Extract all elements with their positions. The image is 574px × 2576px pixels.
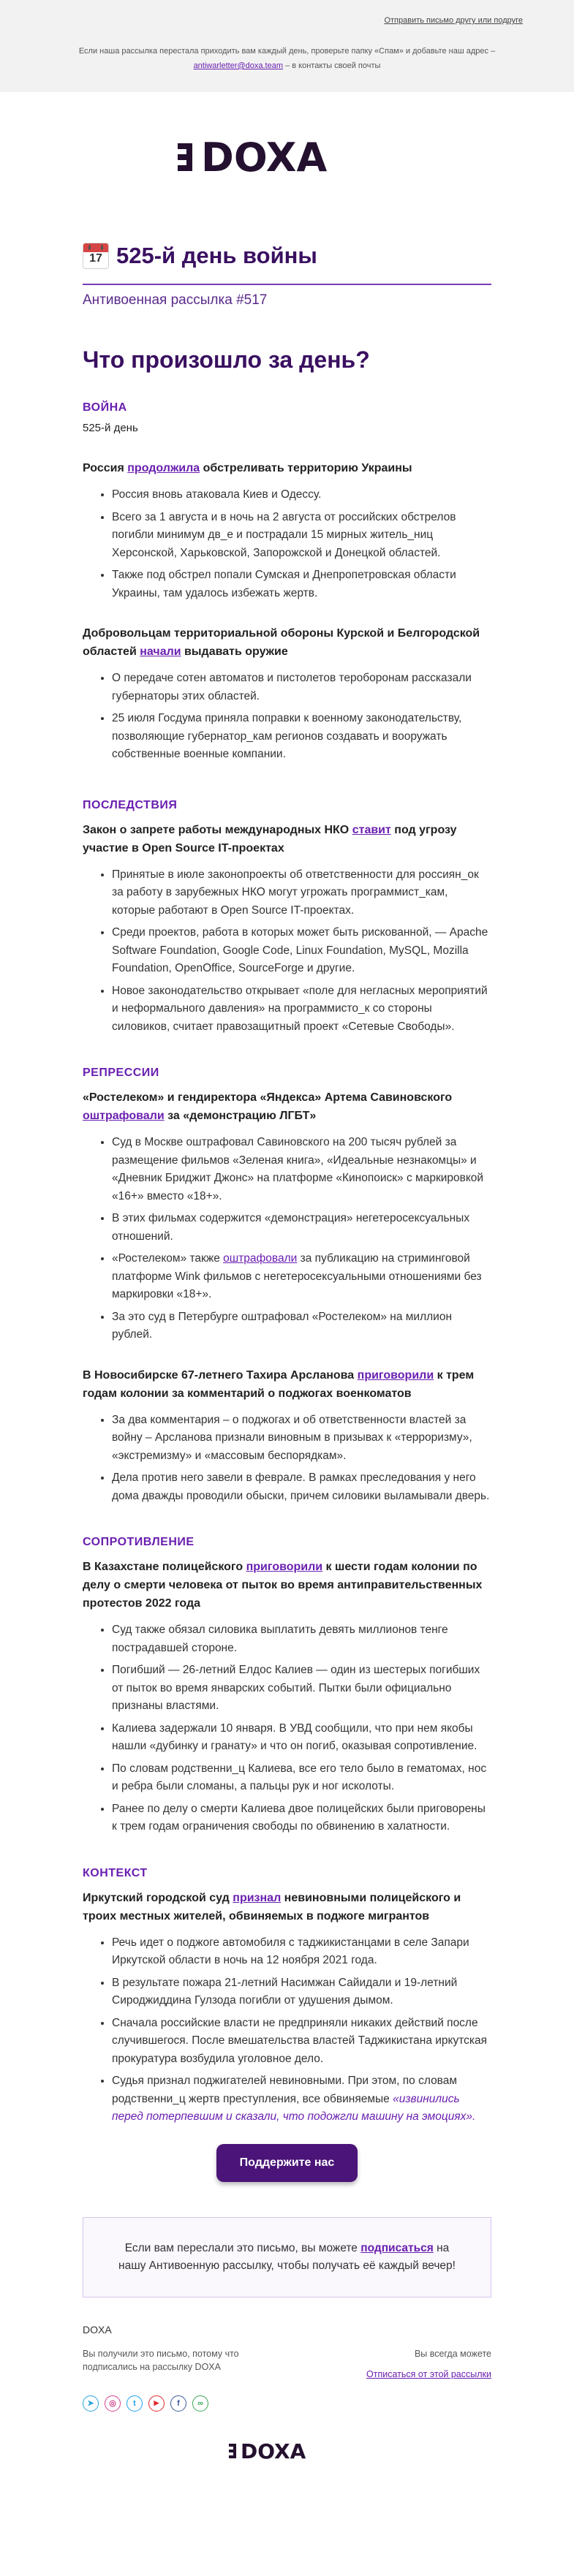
doxa-logo[interactable] <box>0 114 574 200</box>
list-item: • 25 июля Госдума приняла поправки к военному законодательству, позволяющие губернатор_кам регионов создавать и вооружать собственные военные компании. <box>112 710 491 764</box>
list-item: • В результате пожара 21-летний Насимжан Сайидали и 19-летний Сироджиддина Гулзода погибли от удушения дымом. <box>112 1974 491 2010</box>
story-title: Иркутский городской суд признал невиновными полицейского и троих местных жителей, обвиняемых в поджоге мигрантов <box>83 1891 461 1922</box>
spam-email-link[interactable]: antiwarletter@doxa.team <box>193 61 284 70</box>
quote-text: «извинились перед потерпевшим и сказали, что подожгли машину на эмоциях». <box>112 2092 476 2123</box>
section-heading-repressions: РЕПРЕССИИ <box>83 1067 159 1079</box>
list-item: • Всего за 1 августа и в ночь на 2 августа от российских обстрелов погибли минимум дв_е и пострадали 15 мирных житель_ниц Херсонской, Харьковской, Запорожской и Донецкой областей. <box>112 509 491 563</box>
story-list <box>83 866 491 1037</box>
list-item: • За два комментария – о поджогах и об ответственности властей за войну – Арсланова признали виновным в призывах к «терроризму», «экстремизму» и «массовым беспорядкам». <box>112 1412 491 1466</box>
footer-reason: Вы получили это письмо, потому что подписались на рассылку DOXA <box>83 2348 239 2372</box>
newsletter-subtitle: Антивоенная рассылка #517 <box>83 292 268 308</box>
facebook-icon[interactable]: f <box>170 2395 186 2412</box>
list-item: • Сначала российские власти не предприняли никаких действий после случившегося. После вмешательства властей Таджикистана иркутская прокуратура возбудила уголовное дело. <box>112 2015 491 2069</box>
story-link[interactable]: признал <box>233 1891 282 1904</box>
list-item: • Погибший — 26-летний Елдос Калиев — один из шестерых погибших от пыток во время январских событий. Пытки были официально признаны властями. <box>112 1662 491 1716</box>
footer-brand: DOXA <box>83 2323 112 2336</box>
list-item: • В этих фильмах содержится «демонстрация» негетеросексуальных отношений. <box>112 1210 491 1246</box>
list-item: • Суд в Москве оштрафовал Савиновского на 200 тысяч рублей за размещение фильмов «Зеленая книга», «Идеальные незнакомцы» и «Дневник Бриджит Джонс» на платформе «Кинопоиск» с маркировкой «16+» вместо «18+». <box>112 1134 491 1205</box>
day-title: 525-й день войны <box>116 243 317 268</box>
list-item: • Среди проектов, работа в которых может быть рискованной, — Apache Software Foundation, Google Code, Linux Foundation, MySQL, Mozilla Foundation, OpenOffice, SourceForge и другие. <box>112 924 491 978</box>
list-item: • Россия вновь атаковала Киев и Одессу. <box>112 486 491 504</box>
story-link[interactable]: продолжила <box>127 462 200 474</box>
story-title: Закон о запрете работы международных НКО ставит под угрозу участие в Open Source IT-проектах <box>83 823 457 855</box>
telegram-icon[interactable]: ➤ <box>83 2395 99 2412</box>
list-item: • «Ростелеком» также оштрафовали за публикацию на стриминговой платформе Wink фильмов с негетеросексуальными отношениями без маркировки «18+». <box>112 1250 491 1304</box>
story-list <box>83 1621 491 1836</box>
story-list <box>83 1134 491 1344</box>
spam-notice <box>66 44 508 73</box>
social-links <box>83 2395 491 2412</box>
unsubscribe-link[interactable]: Отписаться от этой рассылки <box>366 2368 491 2379</box>
list-item: • За это суд в Петербурге оштрафовал «Ростелеком» на миллион рублей. <box>112 1308 491 1344</box>
subscribe-link[interactable]: подписаться <box>360 2241 434 2254</box>
story-title: В Новосибирске 67-летнего Тахира Арсланова приговорили к трем годам колонии за комментарий о поджогах военкоматов <box>83 1368 475 1400</box>
story-title: В Казахстане полицейского приговорили к шести годам колонии по делу о смерти человека от пыток во время антиправительственных протестов 2022 года <box>83 1561 483 1610</box>
story-link[interactable]: приговорили <box>357 1368 434 1382</box>
list-item: • О передаче сотен автоматов и пистолетов тероборонам рассказали губернаторы этих областей. <box>112 670 491 705</box>
section-heading-context: КОНТЕКСТ <box>83 1866 148 1879</box>
footer <box>83 2347 491 2381</box>
instagram-icon[interactable]: ◎ <box>105 2395 121 2412</box>
svg-text:DOXA: DOXA <box>240 2439 306 2463</box>
divider <box>83 284 491 285</box>
story-list <box>83 1412 491 1506</box>
list-item: • Речь идет о поджоге автомобиля с таджикистанцами в селе Запари Иркутской области в ночь на 12 ноября 2021 года. <box>112 1934 491 1970</box>
support-us-button[interactable]: Поддержите нас <box>216 2144 358 2182</box>
list-item: • По словам родственни_ц Калиева, все его тело было в гематомах, нос и ребра были сломаны, а пальцы рук и ног исколоты. <box>112 1760 491 1796</box>
story-list <box>83 670 491 764</box>
story-title: Россия продолжила обстреливать территорию Украины <box>83 462 412 474</box>
doxa-footer-logo-icon <box>229 2438 346 2467</box>
section-heading-war: ВОЙНА <box>83 401 127 414</box>
footer-right-text: Вы всегда можете <box>414 2348 491 2359</box>
calendar-icon: 17 <box>83 243 109 269</box>
story-title: Добровольцам территориальной обороны Курской и Белгородской областей начали выдавать оружие <box>83 627 480 658</box>
footer-logo[interactable] <box>83 2438 491 2467</box>
section-heading-resistance: СОПРОТИВЛЕНИЕ <box>83 1536 195 1548</box>
header <box>83 243 491 269</box>
list-item: • Новое законодательство открывает «поле для негласных мероприятий и неформального давления» на программисто_к со стороны силовиков, считает правозащитный проект «Сетевые Свободы». <box>112 982 491 1037</box>
subscribe-box: Если вам переслали это письмо, вы можете подписаться на нашу Антивоенную рассылку, чтобы получать её каждый вечер! <box>83 2217 491 2297</box>
story-link[interactable]: ставит <box>352 823 391 836</box>
spam-text-1: Если наша рассылка перестала приходить вам каждый день, проверьте папку «Спам» и добавьте наш адрес – <box>78 47 496 56</box>
story-title: «Ростелеком» и гендиректора «Яндекса» Артема Савиновского оштрафовали за «демонстрацию ЛГБТ» <box>83 1091 453 1122</box>
footer-right <box>366 2347 491 2381</box>
list-item: • Калиева задержали 10 января. В УВД сообщили, что при нем якобы нашли «дубинку и гранату» и что он погиб, оказывая сопротивление. <box>112 1720 491 1756</box>
what-happened-heading: Что произошло за день? <box>83 346 370 373</box>
story-link[interactable]: начали <box>140 645 181 658</box>
story-link[interactable]: приговорили <box>246 1561 323 1573</box>
youtube-icon[interactable]: ▶ <box>148 2395 165 2412</box>
list-item: • Суд также обязал силовика выплатить девять миллионов тенге пострадавшей стороне. <box>112 1621 491 1657</box>
story-link[interactable]: оштрафовали <box>83 1110 165 1122</box>
doxa-logo-icon <box>178 114 397 200</box>
twitter-icon[interactable]: t <box>126 2395 143 2412</box>
spam-text-2: – в контакты своей почты <box>285 61 381 70</box>
forward-to-friend-link[interactable]: Отправить письмо другу или подруге <box>384 16 523 25</box>
list-item: • Судья признал поджигателей невиновными. При этом, по словам родственни_ц жертв преступления, все обвиняемые «извинились перед потерпевшим и сказали, что подожгли машину на эмоциях». <box>112 2072 491 2126</box>
top-bar <box>0 0 574 92</box>
list-item: • Дела против него завели в феврале. В рамках преследования у него дома дважды проводили обыски, причем силовики выламывали дверь. <box>112 1469 491 1505</box>
story-list <box>83 1934 491 2126</box>
list-item: • Принятые в июле законопроекты об ответственности для россиян_ок за работу в зарубежных НКО могут угрожать программист_кам, которые работают в Open Source IT-проектах. <box>112 866 491 920</box>
list-item: • Ранее по делу о смерти Калиева двое полицейских были приговорены к трем годам ограничения свободы по обвинению в халатности. <box>112 1800 491 1836</box>
list-item: • Также под обстрел попали Сумская и Днепропетровская области Украины, там удалось избежать жертв. <box>112 567 491 602</box>
story-list <box>83 486 491 602</box>
svg-text:DOXA: DOXA <box>200 135 327 181</box>
website-icon[interactable]: ∞ <box>192 2395 208 2412</box>
story-link[interactable]: оштрафовали <box>223 1252 298 1265</box>
war-day: 525-й день <box>83 422 138 434</box>
section-heading-consequences: ПОСЛЕДСТВИЯ <box>83 798 178 811</box>
